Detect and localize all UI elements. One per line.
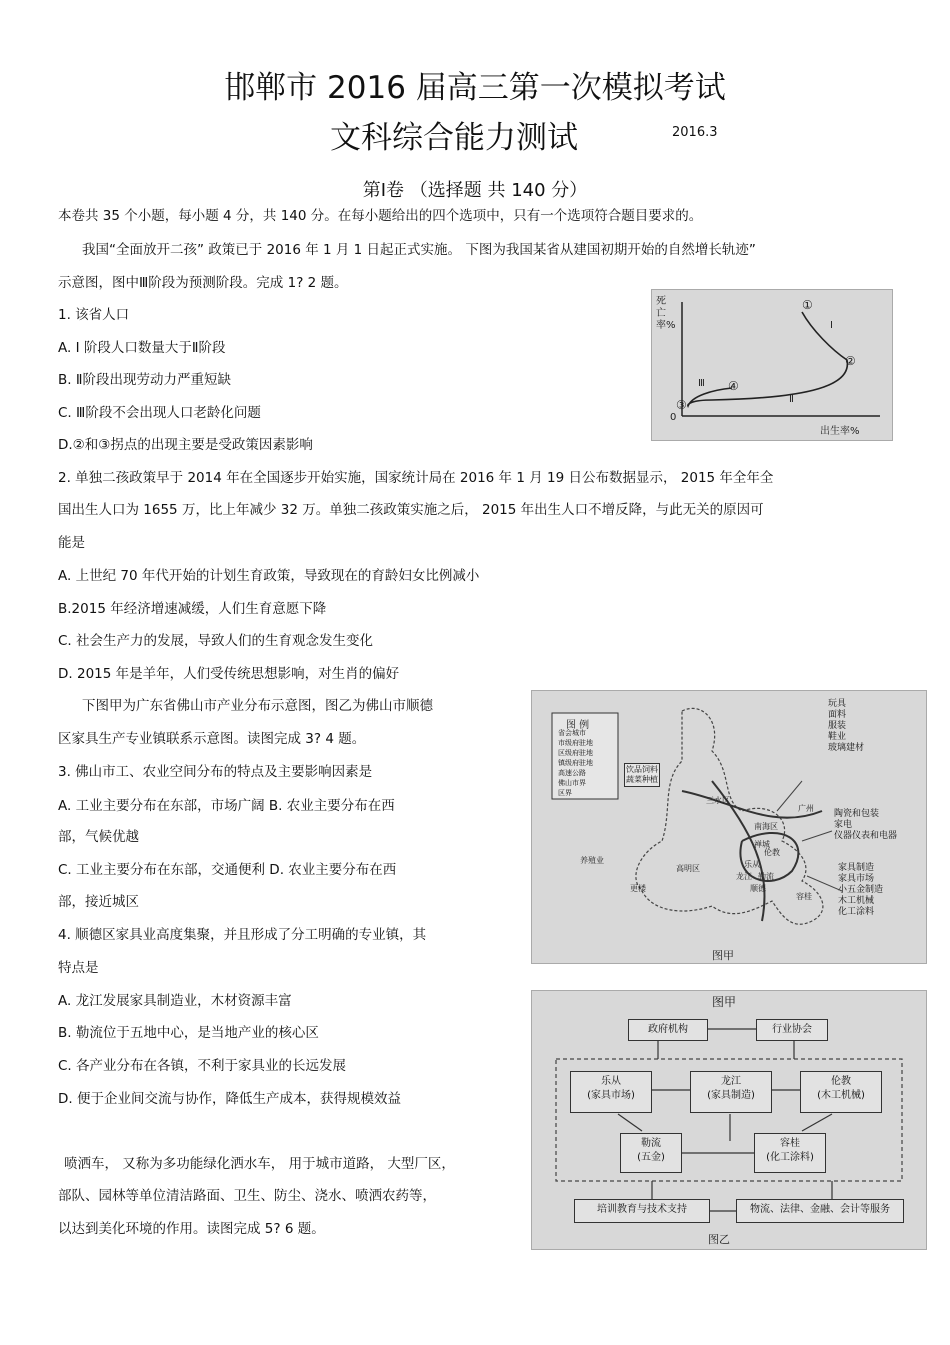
industry-label: 家具制造 bbox=[838, 863, 875, 873]
passage2-line1: 下图甲为广东省佛山市产业分布示意图，图乙为佛山市顺德 bbox=[82, 698, 433, 714]
exam-title: 邯郸市 2016 届高三第一次模拟考试 bbox=[224, 70, 726, 106]
q4-option-a: A. 龙江发展家具制造业，木材资源丰富 bbox=[58, 993, 292, 1009]
q1-option-a: A. Ⅰ 阶段人口数量大于Ⅱ阶段 bbox=[58, 340, 226, 356]
node-name: 伦教 bbox=[831, 1076, 851, 1087]
connector bbox=[802, 1114, 832, 1131]
place-longjiang: 龙江 bbox=[736, 872, 752, 881]
place-lecong: 乐从 bbox=[744, 860, 760, 869]
q4-option-b: B. 勒流位于五地中心，是当地产业的核心区 bbox=[58, 1025, 319, 1041]
q2-option-d: D. 2015 年是羊年，人们受传统思想影响，对生肖的偏好 bbox=[58, 666, 400, 682]
node-ronggui bbox=[754, 1133, 826, 1173]
top-industry-list bbox=[828, 699, 864, 754]
origin-label: 0 bbox=[670, 412, 677, 423]
node-lunjiao bbox=[800, 1071, 882, 1113]
node-role: (家具制造) bbox=[707, 1090, 755, 1101]
y-axis-label: 死亡率% bbox=[656, 296, 676, 331]
connector bbox=[618, 1114, 642, 1131]
place-chancheng: 禅城 bbox=[754, 840, 770, 849]
node-name: 乐从 bbox=[601, 1076, 621, 1087]
figure-jia-caption: 图甲 bbox=[712, 949, 734, 962]
legend-list bbox=[558, 728, 593, 798]
instructions: 本卷共 35 个小题，每小题 4 分，共 140 分。在每小题给出的四个选项中，只有一个选项符合题目要求的。 bbox=[58, 208, 703, 224]
passage2-line2: 区家具生产专业镇联系示意图。读图完成 3? 4 题。 bbox=[58, 731, 366, 747]
legend-item: 镇级府驻地 bbox=[558, 759, 593, 767]
node-leliu bbox=[620, 1133, 682, 1173]
place-gaoming: 高明区 bbox=[676, 864, 700, 873]
node-role: (五金) bbox=[637, 1152, 665, 1163]
legend-item: 市级府驻地 bbox=[558, 739, 593, 747]
place-genglou: 更楼 bbox=[630, 884, 646, 893]
industry-label: 木工机械 bbox=[838, 896, 875, 906]
q2-line3: 能是 bbox=[58, 535, 85, 551]
gov-box: 政府机构 bbox=[628, 1019, 708, 1041]
node-name: 勒流 bbox=[641, 1138, 661, 1149]
node-name: 龙江 bbox=[721, 1076, 741, 1087]
q2-line2: 国出生人口为 1655 万，比上年减少 32 万。单独二孩政策实施之后， 2015 年出生人口不增反降，与此无关的原因可 bbox=[58, 502, 764, 518]
legend-item: 省会城市 bbox=[558, 729, 586, 737]
place-lunjiao: 伦教 bbox=[764, 848, 780, 857]
industry-label: 家电 bbox=[834, 820, 853, 830]
legend-item: 高速公路 bbox=[558, 769, 586, 777]
point-2: ② bbox=[845, 354, 856, 368]
node-role: (化工涂料) bbox=[766, 1152, 814, 1163]
population-trajectory-svg bbox=[652, 290, 892, 440]
point-3: ③ bbox=[676, 398, 687, 412]
industry-label: 家具市场 bbox=[838, 874, 875, 884]
shunde-furniture-diagram bbox=[531, 990, 927, 1250]
legend-title: 图 例 bbox=[566, 720, 590, 731]
industry-label: 服装 bbox=[828, 721, 847, 731]
place-leliu: 勒流 bbox=[758, 872, 774, 881]
assoc-box: 行业协会 bbox=[756, 1019, 828, 1041]
passage3-line3: 以达到美化环境的作用。读图完成 5? 6 题。 bbox=[58, 1221, 325, 1237]
point-1: ① bbox=[802, 298, 813, 312]
q4-stem: 4. 顺德区家具业高度集聚，并且形成了分工明确的专业镇，其 bbox=[58, 927, 427, 943]
exam-subtitle: 文科综合能力测试 bbox=[330, 120, 578, 156]
place-nanhai: 南海区 bbox=[754, 822, 778, 831]
stage-3: Ⅲ bbox=[698, 378, 705, 389]
q3-option-ab-cont: 部，气候优越 bbox=[58, 829, 139, 845]
q2-option-c: C. 社会生产力的发展，导致人们的生育观念发生变化 bbox=[58, 633, 374, 649]
industry-label: 小五金制造 bbox=[838, 885, 884, 895]
q3-option-cd: C. 工业主要分布在东部，交通便利 D. 农业主要分布在西 bbox=[58, 862, 397, 878]
trajectory-curve bbox=[688, 312, 848, 406]
node-longjiang bbox=[690, 1071, 772, 1113]
passage3-line1: 喷洒车， 又称为多功能绿化洒水车， 用于城市道路， 大型厂区， bbox=[64, 1156, 455, 1172]
figure-header: 图甲 bbox=[712, 995, 737, 1009]
foshan-industry-map bbox=[531, 690, 927, 964]
q3-option-cd-cont: 部，接近城区 bbox=[58, 894, 139, 910]
exam-date: 2016.3 bbox=[672, 125, 718, 140]
q2-option-a: A. 上世纪 70 年代开始的计划生育政策，导致现在的育龄妇女比例减小 bbox=[58, 568, 480, 584]
node-role: (家具市场) bbox=[587, 1090, 635, 1101]
support-services-box: 物流、法律、金融、会计等服务 bbox=[736, 1199, 904, 1223]
industry-label: 面料 bbox=[828, 710, 847, 720]
stage-2: Ⅱ bbox=[789, 394, 794, 405]
q3-stem: 3. 佛山市工、农业空间分布的特点及主要影响因素是 bbox=[58, 764, 373, 780]
q1-option-b: B. Ⅱ阶段出现劳动力严重短缺 bbox=[58, 372, 231, 388]
place-guangzhou: 广州 bbox=[798, 804, 814, 813]
q3-option-ab: A. 工业主要分布在东部，市场广阔 B. 农业主要分布在西 bbox=[58, 798, 395, 814]
agri-label: 饮品饲料 bbox=[626, 765, 658, 774]
industry-label: 陶瓷和包装 bbox=[834, 809, 880, 819]
place-aquaculture: 养殖业 bbox=[580, 856, 604, 865]
q1-option-c: C. Ⅲ阶段不会出现人口老龄化问题 bbox=[58, 405, 261, 421]
passage1-line1: 我国“全面放开二孩” 政策已于 2016 年 1 月 1 日起正式实施。 下图为我国某省从建国初期开始的自然增长轨迹” bbox=[82, 242, 756, 258]
q4-stem-cont: 特点是 bbox=[58, 960, 99, 976]
passage1-line2: 示意图，图中Ⅲ阶段为预测阶段。完成 1? 2 题。 bbox=[58, 275, 348, 291]
q2-option-b: B.2015 年经济增速减缓，人们生育意愿下降 bbox=[58, 601, 327, 617]
bottom-industry-list bbox=[838, 863, 883, 918]
q1-stem: 1. 该省人口 bbox=[58, 307, 130, 323]
q4-option-c: C. 各产业分布在各镇，不利于家具业的长远发展 bbox=[58, 1058, 347, 1074]
legend-item: 佛山市界 bbox=[558, 779, 586, 787]
passage3-line2: 部队、园林等单位清洁路面、卫生、防尘、浇水、喷洒农药等， bbox=[58, 1188, 436, 1204]
support-training-box: 培训教育与技术支持 bbox=[574, 1199, 710, 1223]
industry-label: 仪器仪表和电器 bbox=[834, 831, 898, 841]
industry-label: 玻璃建材 bbox=[828, 743, 865, 753]
industry-label: 化工涂料 bbox=[838, 907, 875, 917]
point-4: ④ bbox=[728, 379, 739, 393]
x-axis-label: 出生率% bbox=[820, 426, 860, 437]
legend-item: 区级府驻地 bbox=[558, 749, 593, 757]
figure-yi-caption: 图乙 bbox=[708, 1233, 730, 1246]
right-industry-list bbox=[834, 809, 897, 842]
q4-option-d: D. 便于企业间交流与协作，降低生产成本，获得规模效益 bbox=[58, 1091, 401, 1107]
industry-label: 鞋业 bbox=[828, 732, 847, 742]
legend-item: 区界 bbox=[558, 789, 572, 797]
q1-option-d: D.②和③拐点的出现主要是受政策因素影响 bbox=[58, 437, 313, 453]
stage-1: Ⅰ bbox=[830, 320, 833, 331]
section-title: 第Ⅰ卷 （选择题 共 140 分） bbox=[362, 180, 588, 201]
node-lecong bbox=[570, 1071, 652, 1113]
industry-label: 玩具 bbox=[828, 699, 847, 709]
node-role: (木工机械) bbox=[817, 1090, 865, 1101]
node-name: 容桂 bbox=[780, 1138, 800, 1149]
agri-label: 蔬菜种植 bbox=[626, 775, 658, 784]
q2-line1: 2. 单独二孩政策早于 2014 年在全国逐步开始实施，国家统计局在 2016 年 1 月 19 日公布数据显示， 2015 年全年全 bbox=[58, 470, 774, 486]
agri-label-box bbox=[624, 763, 660, 787]
city-boundary bbox=[636, 708, 823, 924]
place-ronggui: 容桂 bbox=[796, 892, 812, 901]
population-trajectory-figure bbox=[651, 289, 893, 441]
place-shunde: 顺德 bbox=[750, 884, 766, 893]
place-sanshui: 三水区 bbox=[706, 796, 730, 805]
